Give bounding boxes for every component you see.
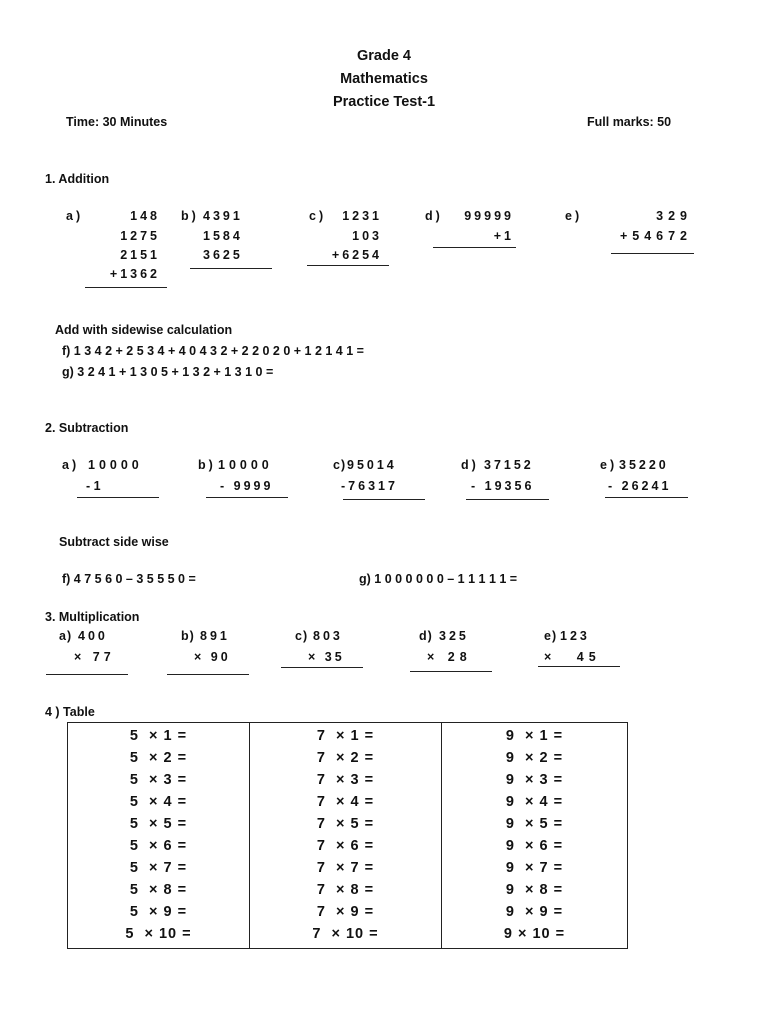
times-column-7 xyxy=(250,723,442,949)
mul-b-top: 891 xyxy=(200,629,230,643)
add-b-line2: 1584 xyxy=(203,229,243,243)
mul-a-top: 400 xyxy=(78,629,108,643)
mul-e-label: e) xyxy=(544,629,558,643)
sub-e-top: 35220 xyxy=(619,458,669,472)
table-row: 7 × 9 = xyxy=(316,904,375,920)
mul-a-rule xyxy=(46,674,128,675)
sub-d-label: d) xyxy=(461,458,479,472)
table-row: 7 × 6 = xyxy=(316,838,375,854)
multiplication-heading: 3. Multiplication xyxy=(45,610,140,624)
add-a-line4: +1362 xyxy=(109,267,160,281)
sub-b-bottom: - 9999 xyxy=(220,479,274,493)
add-a-line1: 148 xyxy=(130,209,160,223)
add-a-label: a) xyxy=(66,209,84,223)
sub-c-rule xyxy=(343,499,425,500)
sub-b-label: b) xyxy=(198,458,216,472)
times-column-9 xyxy=(442,723,628,949)
times-column-5 xyxy=(68,723,250,949)
mul-c-label: c) xyxy=(295,629,309,643)
mul-e-top: 123 xyxy=(560,629,590,643)
sub-a-rule xyxy=(77,497,159,498)
sub-c-top: 95014 xyxy=(347,458,397,472)
subtraction-heading: 2. Subtraction xyxy=(45,421,129,435)
sub-e-label: e) xyxy=(600,458,618,472)
add-d-line1: 99999 xyxy=(464,209,514,223)
table-row: 9 × 6 = xyxy=(505,838,564,854)
mul-d-top: 325 xyxy=(439,629,469,643)
add-c-rule xyxy=(307,265,389,266)
table-row: 7 × 8 = xyxy=(316,882,375,898)
sub-d-rule xyxy=(466,499,549,500)
table-row: 9 × 5 = xyxy=(505,816,564,832)
table-row: 7 × 2 = xyxy=(316,750,375,766)
sub-d-bottom: - 19356 xyxy=(471,479,535,493)
table-row: 7 × 4 = xyxy=(316,794,375,810)
table-row: 5 × 4 = xyxy=(129,794,188,810)
sub-a-bottom: - 1 xyxy=(86,479,101,493)
sub-c-label: c) xyxy=(333,458,347,472)
table-row: 9 × 7 = xyxy=(505,860,564,876)
mul-c-bottom: × 35 xyxy=(308,650,345,664)
sub-d-top: 37152 xyxy=(484,458,534,472)
grade-title: Grade 4 xyxy=(357,48,411,64)
table-row: 9 × 3 = xyxy=(505,772,564,788)
table-heading: 4 ) Table xyxy=(45,705,95,719)
addition-heading: 1. Addition xyxy=(45,172,110,186)
table-row: 9 × 9 = xyxy=(505,904,564,920)
add-b-line3: 3625 xyxy=(203,248,243,262)
table-row: 7 × 1 = xyxy=(316,728,375,744)
table-row: 7 × 7 = xyxy=(316,860,375,876)
mul-e-rule xyxy=(538,666,620,667)
test-title: Practice Test-1 xyxy=(332,94,436,110)
table-row: 9 × 4 = xyxy=(505,794,564,810)
mul-b-bottom: × 90 xyxy=(194,650,231,664)
sub-f-problem: f) 4 7 5 6 0 – 3 5 5 5 0 = xyxy=(62,572,196,586)
add-g-problem: g) 3 2 4 1 + 1 3 0 5 + 1 3 2 + 1 3 1 0 = xyxy=(62,365,274,379)
time-label: Time: 30 Minutes xyxy=(66,115,168,129)
sub-sidewise-heading: Subtract side wise xyxy=(59,535,169,549)
table-row: 5 × 1 = xyxy=(129,728,188,744)
table-row: 5 × 3 = xyxy=(129,772,188,788)
mul-d-rule xyxy=(410,671,492,672)
table-row: 5 × 8 = xyxy=(129,882,188,898)
table-row: 7 × 5 = xyxy=(316,816,375,832)
mul-d-bottom: × 28 xyxy=(427,650,472,664)
mul-c-rule xyxy=(281,667,363,668)
table-row: 5 × 9 = xyxy=(129,904,188,920)
sub-c-bottom: -76317 xyxy=(341,479,398,493)
mul-a-label: a) xyxy=(59,629,73,643)
add-c-label: c) xyxy=(309,209,327,223)
table-row: 5 × 7 = xyxy=(129,860,188,876)
mul-b-label: b) xyxy=(181,629,195,643)
table-row: 7 × 10 = xyxy=(312,926,379,942)
add-a-line3: 2151 xyxy=(120,248,160,262)
table-row: 9 × 8 = xyxy=(505,882,564,898)
sub-e-rule xyxy=(605,497,688,498)
table-row: 5 × 6 = xyxy=(129,838,188,854)
add-e-line1: 329 xyxy=(656,209,692,223)
mul-b-rule xyxy=(167,674,249,675)
add-a-rule xyxy=(85,287,167,288)
add-c-line2: 103 xyxy=(352,229,382,243)
add-e-line2: +54672 xyxy=(619,229,692,243)
add-a-line2: 1275 xyxy=(120,229,160,243)
table-row: 7 × 3 = xyxy=(316,772,375,788)
table-row: 9 × 10 = xyxy=(503,926,566,942)
mul-a-bottom: × 77 xyxy=(74,650,115,664)
add-e-rule xyxy=(611,253,694,254)
add-b-label: b) xyxy=(181,209,199,223)
table-row: 9 × 1 = xyxy=(505,728,564,744)
sub-a-top: 10000 xyxy=(88,458,143,472)
add-f-problem: f) 1 3 4 2 + 2 5 3 4 + 4 0 4 3 2 + 2 2 0 2 0 + 1 2 1 4 1 = xyxy=(62,344,364,358)
table-row: 9 × 2 = xyxy=(505,750,564,766)
add-c-line3: +6254 xyxy=(331,248,382,262)
sub-b-rule xyxy=(206,497,288,498)
add-b-rule xyxy=(190,268,272,269)
add-c-line1: 1231 xyxy=(342,209,382,223)
sub-b-top: 10000 xyxy=(218,458,273,472)
mul-d-label: d) xyxy=(419,629,433,643)
table-row: 5 × 10 = xyxy=(125,926,192,942)
add-sidewise-heading: Add with sidewise calculation xyxy=(55,323,233,337)
add-d-line2: +1 xyxy=(493,229,514,243)
sub-e-bottom: - 26241 xyxy=(608,479,672,493)
add-b-line1: 4391 xyxy=(203,209,243,223)
table-row: 5 × 2 = xyxy=(129,750,188,766)
add-d-label: d) xyxy=(425,209,443,223)
sub-a-label: a) xyxy=(62,458,80,472)
mul-c-top: 803 xyxy=(313,629,343,643)
sub-g-problem: g) 1 0 0 0 0 0 0 – 1 1 1 1 1 = xyxy=(359,572,518,586)
full-marks-label: Full marks: 50 xyxy=(587,115,672,129)
times-table xyxy=(67,722,628,949)
table-row: 5 × 5 = xyxy=(129,816,188,832)
mul-e-bottom: × 45 xyxy=(544,650,601,664)
add-e-label: e) xyxy=(565,209,583,223)
add-d-rule xyxy=(433,247,516,248)
subject-title: Mathematics xyxy=(340,71,428,87)
